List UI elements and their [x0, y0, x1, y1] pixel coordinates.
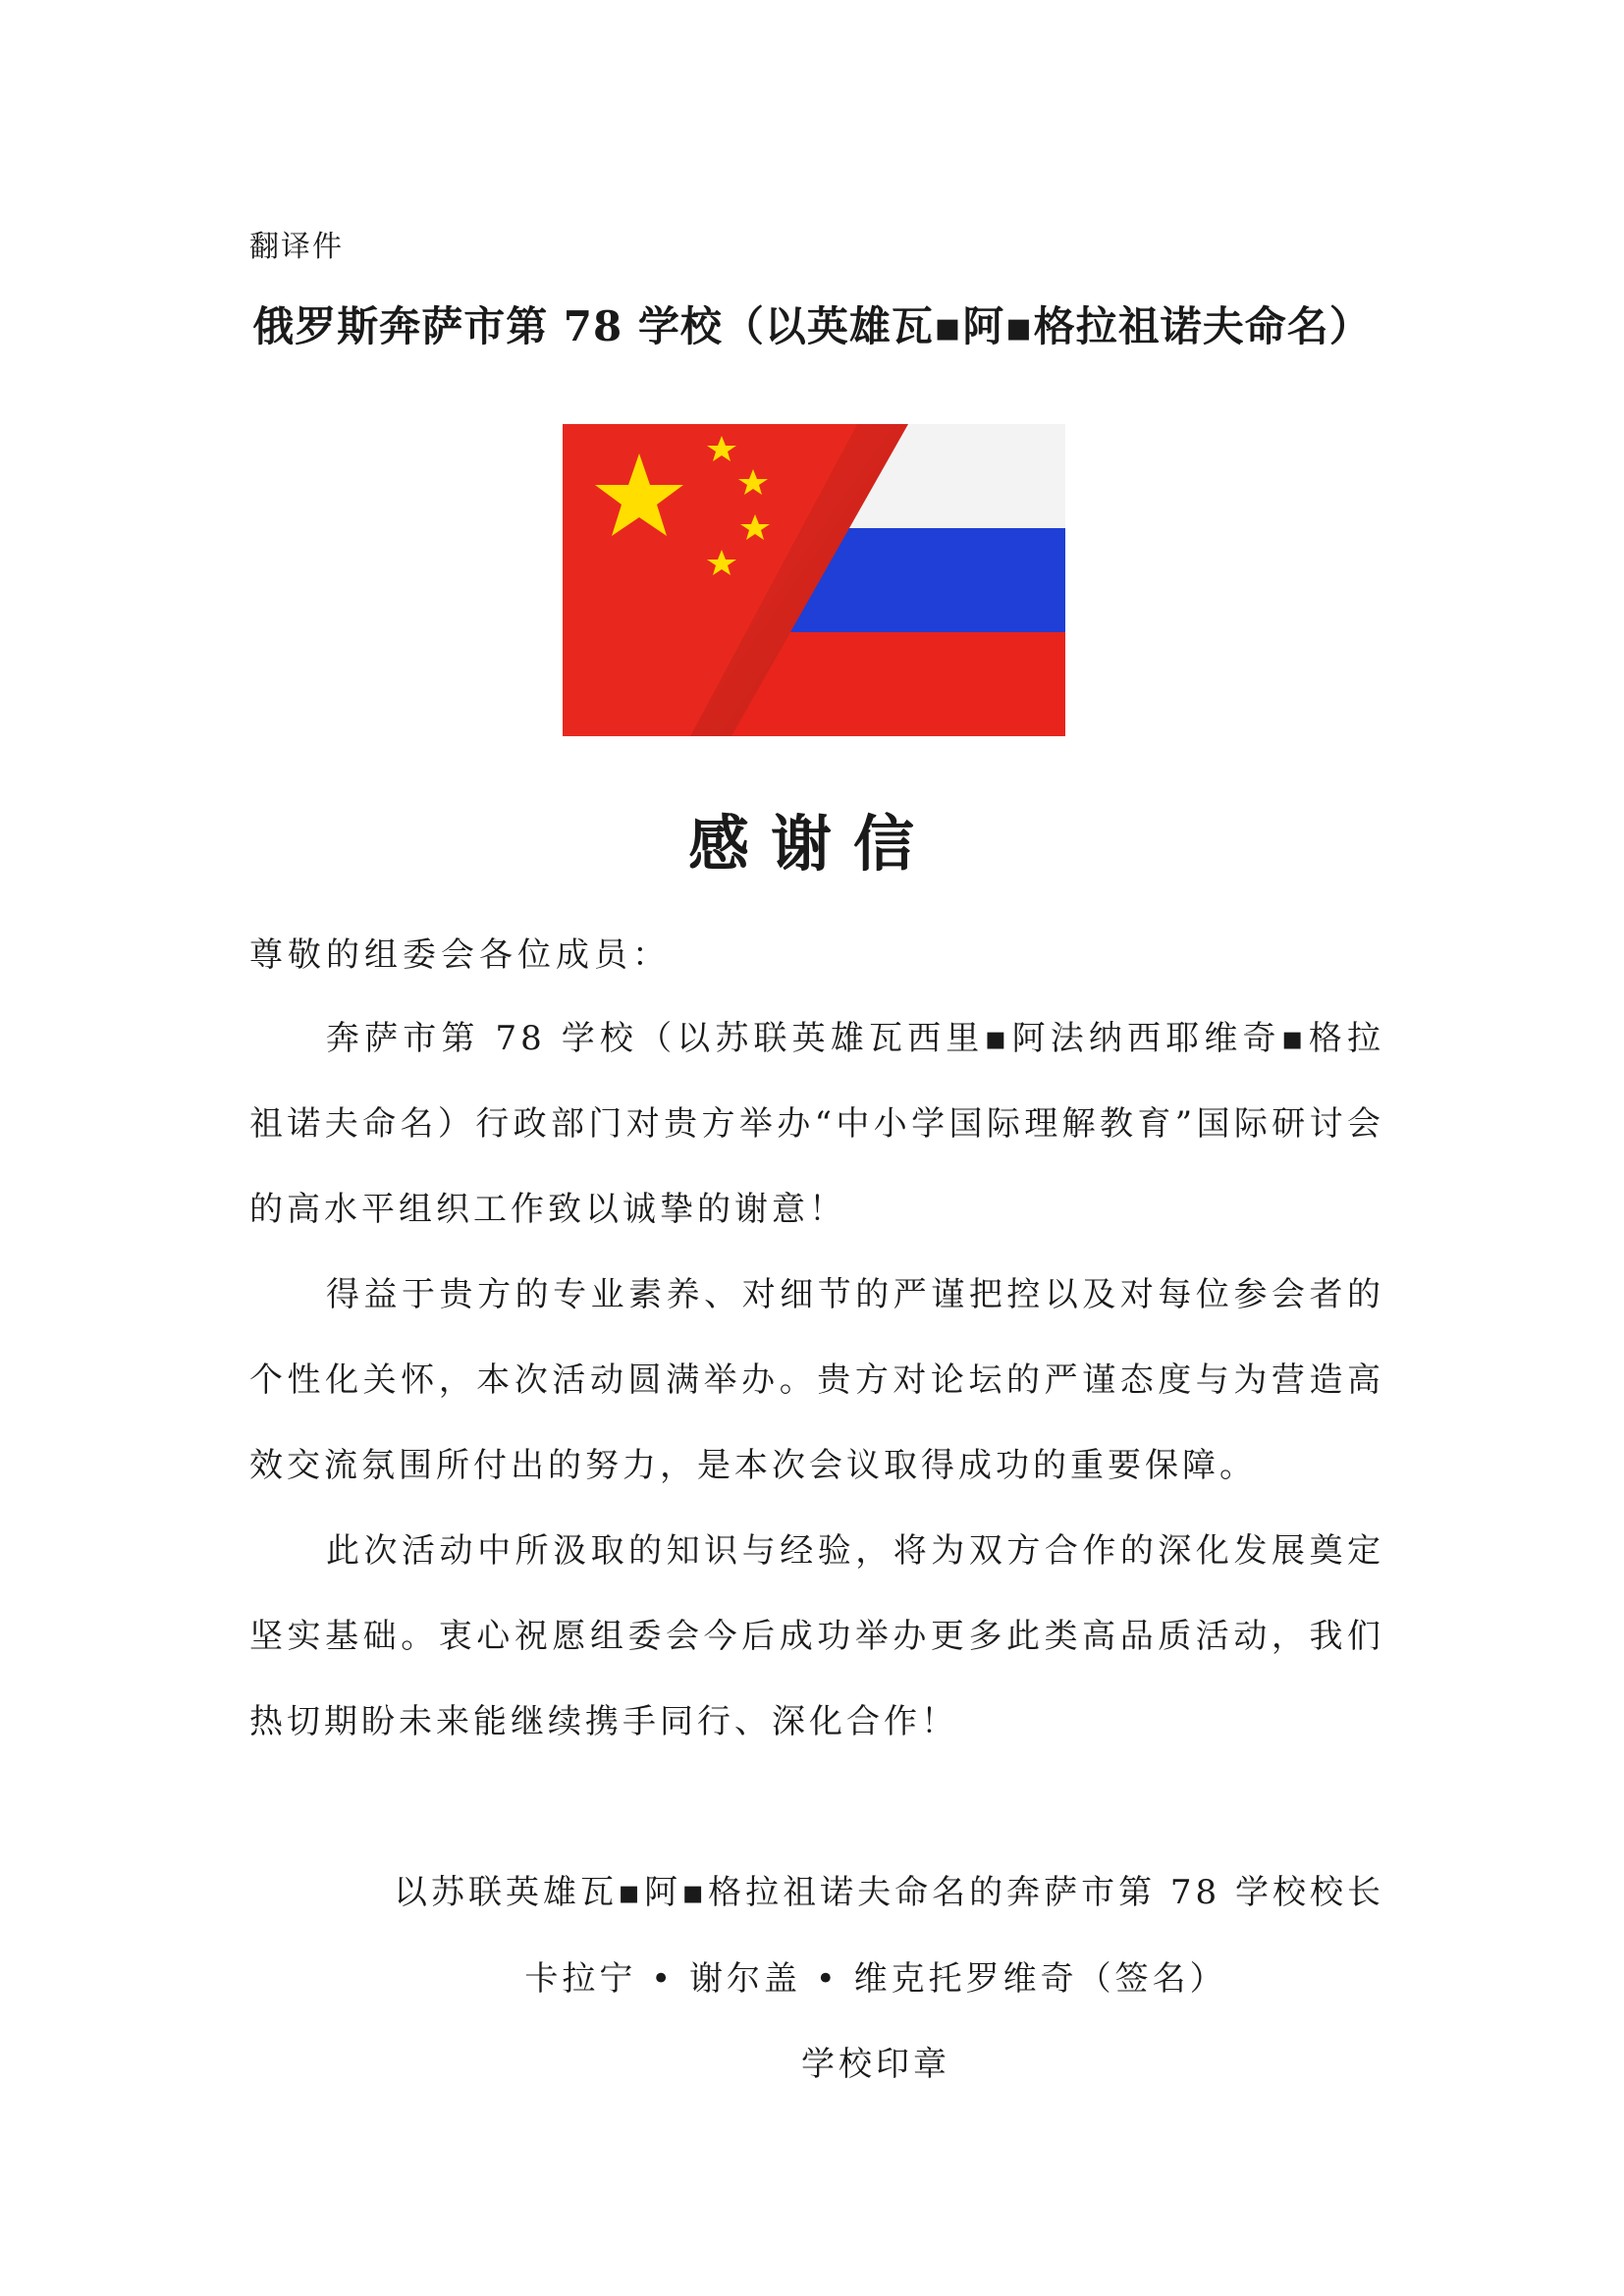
salutation: 尊敬的组委会各位成员：	[249, 935, 671, 975]
paragraph-3: 此次活动中所汲取的知识与经验，将为双方合作的深化发展奠定坚实基础。衷心祝愿组委会今后成功举办更多此类高品质活动，我们热切期盼未来能继续携手同行、深化合作！	[249, 1531, 1384, 1741]
letter-body	[249, 996, 1384, 1765]
signature-name: 卡拉宁 • 谢尔盖 • 维克托罗维奇（签名）	[524, 1959, 1227, 1999]
china-russia-flag-image	[563, 424, 1065, 736]
paragraph-2: 得益于贵方的专业素养、对细节的严谨把控以及对每位参会者的个性化关怀，本次活动圆满举办。贵方对论坛的严谨态度与为营造高效交流氛围所付出的努力，是本次会议取得成功的重要保障。	[249, 1275, 1384, 1485]
translation-label: 翻译件	[249, 230, 344, 264]
paragraph-1: 奔萨市第 78 学校（以苏联英雄瓦西里▪阿法纳西耶维奇▪格拉祖诺夫命名）行政部门对贵方举办“中小学国际理解教育”国际研讨会的高水平组织工作致以诚挚的谢意！	[249, 1019, 1384, 1229]
signature-title: 以苏联英雄瓦▪阿▪格拉祖诺夫命名的奔萨市第 78 学校校长	[394, 1873, 1384, 1912]
school-title: 俄罗斯奔萨市第 78 学校（以英雄瓦▪阿▪格拉祖诺夫命名）	[252, 302, 1372, 350]
school-seal-note: 学校印章	[801, 2045, 950, 2084]
letter-title: 感谢信	[687, 808, 936, 880]
